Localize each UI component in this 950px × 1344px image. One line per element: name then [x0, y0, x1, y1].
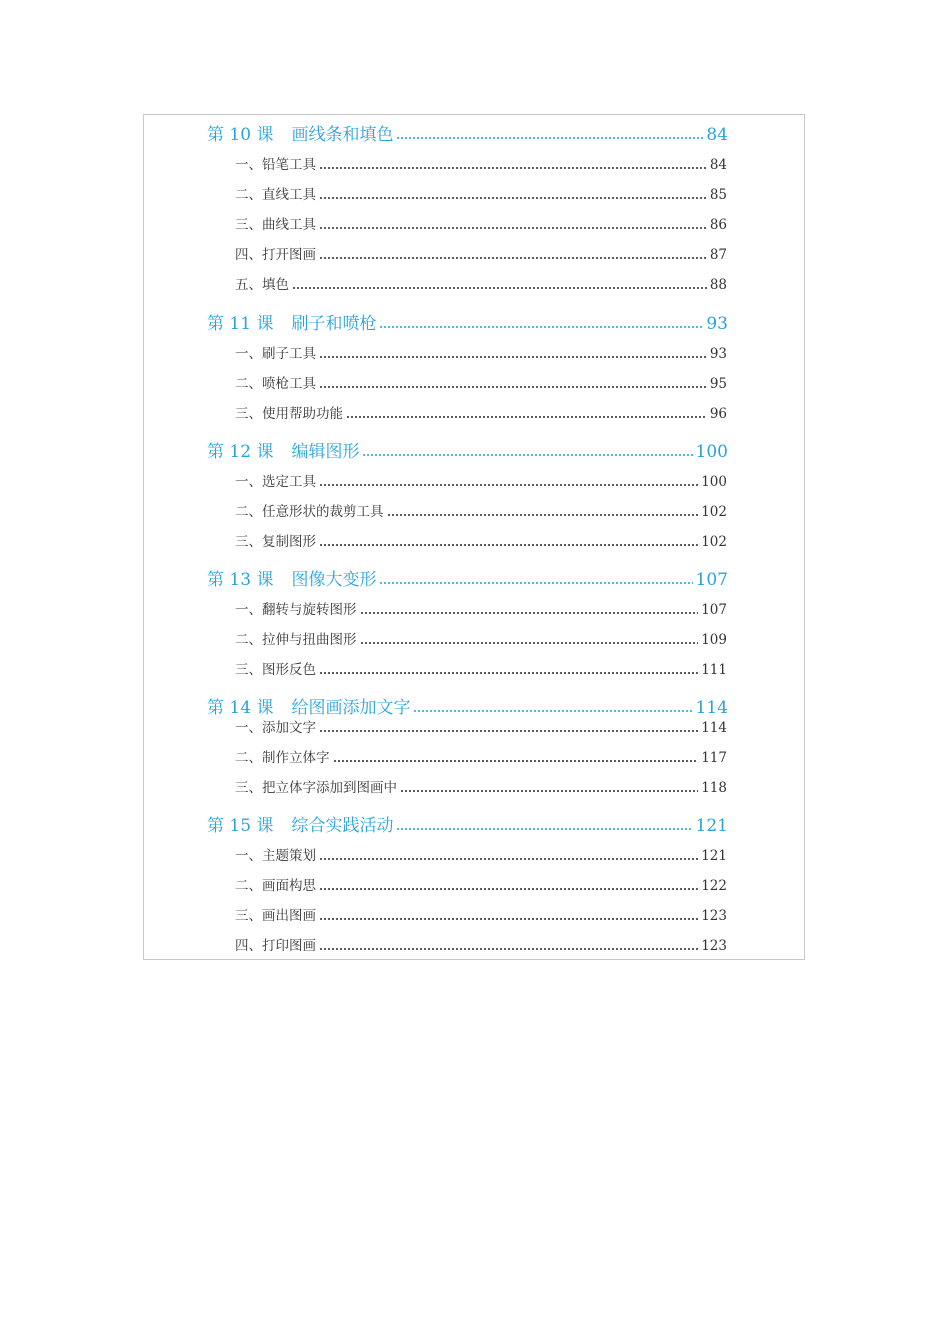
lesson-number: 第 11 课 [207, 314, 274, 334]
item-label: 二、制作立体字 [235, 750, 330, 766]
dot-leader [292, 287, 707, 289]
page-number: 122 [701, 878, 727, 894]
page-number: 107 [695, 570, 728, 590]
dot-leader [360, 642, 699, 644]
page-number: 93 [709, 346, 727, 362]
toc-item[interactable] [235, 846, 727, 864]
toc-item[interactable] [235, 344, 727, 362]
toc-lesson-heading[interactable] [207, 568, 728, 590]
page-number: 123 [701, 938, 727, 954]
page-number: 118 [701, 780, 727, 796]
item-label: 四、打开图画 [235, 247, 316, 263]
lesson-title: 给图画添加文字 [291, 698, 411, 718]
item-label: 一、添加文字 [235, 720, 316, 736]
toc-item[interactable] [235, 532, 727, 550]
page-number: 95 [709, 376, 727, 392]
dot-leader [400, 790, 698, 792]
dot-leader [319, 858, 698, 860]
toc-lesson-heading[interactable] [207, 312, 728, 334]
page-number: 93 [706, 314, 728, 334]
toc-item[interactable] [235, 906, 727, 924]
toc-item[interactable] [235, 404, 727, 422]
lesson-title: 画线条和填色 [291, 125, 394, 145]
item-label: 三、画出图画 [235, 908, 316, 924]
page-number: 96 [709, 406, 727, 422]
page-number: 102 [701, 534, 727, 550]
page-number: 84 [706, 125, 728, 145]
lesson-number: 第 12 课 [207, 442, 274, 462]
dot-leader [396, 137, 703, 139]
dot-leader [319, 672, 698, 674]
lesson-number: 第 15 课 [207, 816, 274, 836]
toc-item[interactable] [235, 374, 727, 392]
dot-leader [319, 386, 707, 388]
dot-leader [319, 948, 698, 950]
dot-leader [319, 888, 698, 890]
page-number: 84 [709, 157, 727, 173]
item-label: 四、打印图画 [235, 938, 316, 954]
dot-leader [387, 514, 699, 516]
dot-leader [333, 760, 699, 762]
item-label: 一、主题策划 [235, 848, 316, 864]
dot-leader [319, 227, 707, 229]
item-label: 三、曲线工具 [235, 217, 316, 233]
toc-item[interactable] [235, 630, 727, 648]
toc-item[interactable] [235, 185, 727, 203]
toc-item[interactable] [235, 876, 727, 894]
item-label: 三、复制图形 [235, 534, 316, 550]
page-number: 114 [701, 720, 727, 736]
dot-leader [319, 730, 698, 732]
page-number: 109 [701, 632, 727, 648]
dot-leader [319, 167, 707, 169]
dot-leader [319, 484, 698, 486]
item-label: 一、翻转与旋转图形 [235, 602, 357, 618]
item-label: 三、图形反色 [235, 662, 316, 678]
dot-leader [319, 544, 698, 546]
toc-item[interactable] [235, 660, 727, 678]
toc-item[interactable] [235, 275, 727, 293]
page-number: 123 [701, 908, 727, 924]
toc-item[interactable] [235, 718, 727, 736]
page-number: 86 [709, 217, 727, 233]
item-label: 一、刷子工具 [235, 346, 316, 362]
dot-leader [396, 828, 692, 830]
toc-lesson-heading[interactable] [207, 814, 728, 836]
page-number: 85 [709, 187, 727, 203]
lesson-title: 综合实践活动 [291, 816, 394, 836]
dot-leader [413, 710, 692, 712]
toc-item[interactable] [235, 155, 727, 173]
dot-leader [346, 416, 707, 418]
item-label: 一、铅笔工具 [235, 157, 316, 173]
toc-item[interactable] [235, 215, 727, 233]
page-number: 100 [701, 474, 727, 490]
item-label: 三、使用帮助功能 [235, 406, 343, 422]
dot-leader [362, 454, 692, 456]
page-number: 88 [709, 277, 727, 293]
lesson-title: 图像大变形 [291, 570, 377, 590]
item-label: 五、填色 [235, 277, 289, 293]
item-label: 二、任意形状的裁剪工具 [235, 504, 384, 520]
item-label: 一、选定工具 [235, 474, 316, 490]
page-number: 121 [695, 816, 728, 836]
toc-item[interactable] [235, 245, 727, 263]
lesson-number: 第 13 课 [207, 570, 274, 590]
lesson-title: 编辑图形 [291, 442, 360, 462]
page-number: 111 [701, 662, 727, 678]
item-label: 二、画面构思 [235, 878, 316, 894]
toc-page [143, 114, 805, 960]
toc-item[interactable] [235, 936, 727, 954]
item-label: 二、拉伸与扭曲图形 [235, 632, 357, 648]
item-label: 二、直线工具 [235, 187, 316, 203]
toc-lesson-heading[interactable] [207, 696, 728, 718]
page-number: 100 [695, 442, 728, 462]
page-number: 121 [701, 848, 727, 864]
dot-leader [319, 918, 698, 920]
lesson-number: 第 10 课 [207, 125, 274, 145]
toc-item[interactable] [235, 778, 727, 796]
page-number: 107 [701, 602, 727, 618]
dot-leader [319, 197, 707, 199]
toc-item[interactable] [235, 472, 727, 490]
toc-lesson-heading[interactable] [207, 440, 728, 462]
dot-leader [379, 582, 692, 584]
dot-leader [319, 356, 707, 358]
lesson-number: 第 14 课 [207, 698, 274, 718]
page-number: 102 [701, 504, 727, 520]
page-number: 114 [695, 698, 728, 718]
toc-lesson-heading[interactable] [207, 123, 728, 145]
toc-item[interactable] [235, 502, 727, 520]
page-number: 117 [701, 750, 727, 766]
dot-leader [319, 257, 707, 259]
dot-leader [360, 612, 699, 614]
page-number: 87 [709, 247, 727, 263]
item-label: 三、把立体字添加到图画中 [235, 780, 397, 796]
dot-leader [379, 326, 703, 328]
lesson-title: 刷子和喷枪 [291, 314, 377, 334]
toc-item[interactable] [235, 600, 727, 618]
item-label: 二、喷枪工具 [235, 376, 316, 392]
toc-item[interactable] [235, 748, 727, 766]
